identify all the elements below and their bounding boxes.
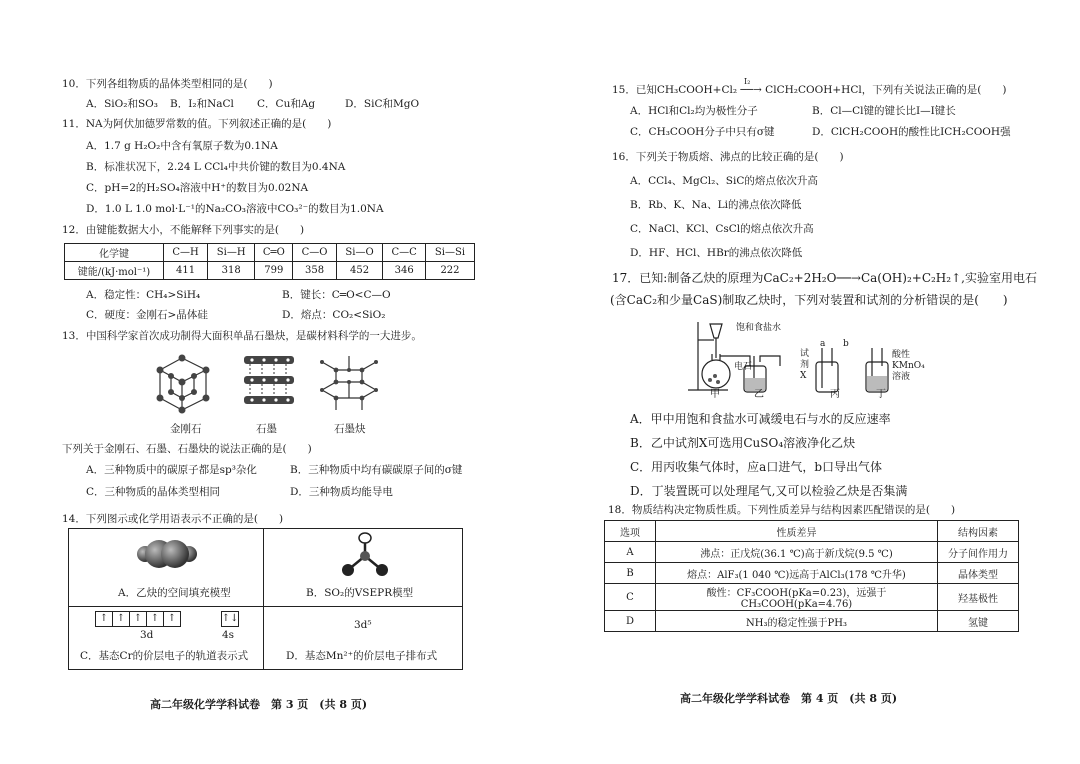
graphdiyne-structure-image (318, 352, 380, 414)
table-row (65, 262, 475, 280)
table-cell: 346 (383, 262, 426, 280)
table-cell: NH₃的稳定性强于PH₃ (656, 611, 938, 632)
q17-option-c: C．用丙收集气体时，应a口进气，b口导出气体 (630, 460, 883, 474)
q17-option-a: A．甲中用饱和食盐水可减缓电石与水的反应速率 (630, 412, 891, 426)
so2-vsepr-model (338, 532, 392, 578)
table-cell: 799 (255, 262, 293, 280)
q14-option-d: D．基态Mn²⁺的价层电子排布式 (286, 650, 438, 662)
table-row-label: 键能/(kJ·mol⁻¹) (65, 262, 164, 280)
q16-stem: 16．下列关于物质熔、沸点的比较正确的是( ) (612, 151, 844, 163)
q11-option-c: C．pH=2的H₂SO₄溶液中H⁺的数目为0.02NA (86, 182, 309, 194)
table-cell: 氢键 (938, 611, 1019, 632)
q11-option-b: B．标准状况下，2.24 L CCl₄中共价键的数目为0.4NA (86, 161, 346, 173)
table-header-cell: 选项 (605, 521, 656, 542)
arrow-up-icon: ↑ (112, 611, 130, 627)
arrow-updown-icon: ↑↓ (221, 611, 239, 627)
table-cell: 318 (208, 262, 255, 280)
q11-option-d: D．1.0 L 1.0 mol·L⁻¹的Na₂CO₃溶液中CO₃²⁻的数目为1.0NA (86, 203, 384, 215)
q14-option-b: B．SO₂的VSEPR模型 (306, 587, 414, 599)
bond-energy-table (64, 243, 475, 280)
table-cell: 沸点：正戊烷(36.1 ℃)高于新戊烷(9.5 ℃) (656, 542, 938, 563)
arrow-up-icon: ↑ (129, 611, 147, 627)
apparatus-yi-label: 乙 (754, 389, 764, 400)
q13-option-d: D．三种物质均能导电 (290, 486, 393, 498)
orbital-4s-label: 4s (222, 629, 235, 641)
table-row (605, 521, 1019, 542)
q15-option-c: C．CH₃COOH分子中只有σ键 (630, 126, 775, 138)
q13-option-a: A．三种物质中的碳原子都是sp³杂化 (86, 464, 257, 476)
q17-option-b: B．乙中试剂X可选用CuSO₄溶液净化乙炔 (630, 436, 856, 450)
table-header-cell: C—H (164, 244, 208, 262)
q18-stem: 18．物质结构决定物质性质。下列性质差异与结构因素匹配错误的是( ) (608, 504, 956, 516)
table-cell: 411 (164, 262, 208, 280)
q12-option-c: C．硬度：金刚石>晶体硅 (86, 309, 208, 321)
table-cell: 222 (425, 262, 474, 280)
table-header-cell: 化学键 (65, 244, 164, 262)
cr-orbital-diagram (95, 611, 238, 627)
q17-stem-line2: (含CaC₂和少量CaS)制取乙炔时，下列对装置和试剂的分析错误的是( ) (610, 293, 1008, 307)
reagent-x-label: 试剂X (800, 349, 810, 381)
q14-option-c: C．基态Cr的价层电子的轨道表示式 (80, 650, 249, 662)
q16-option-d: D．HF、HCl、HBr的沸点依次降低 (630, 247, 803, 259)
diamond-structure-image (152, 352, 214, 414)
table-header-cell: 结构因素 (938, 521, 1019, 542)
q13-option-b: B．三种物质中均有碳碳原子间的σ键 (290, 464, 463, 476)
table-cell: 酸性：CF₃COOH(pKa=0.23)，远强于CH₃COOH(pKa=4.76) (656, 584, 938, 611)
q10-option-c: C．Cu和Ag (257, 98, 316, 110)
arrow-up-icon: ↑ (146, 611, 164, 627)
page-footer-right: 高二年级化学学科试卷 第 4 页 (共 8 页) (680, 692, 898, 705)
q16-option-c: C．NaCl、KCl、CsCl的熔点依次升高 (630, 223, 814, 235)
q10-option-d: D．SiC和MgO (345, 98, 420, 110)
q15-option-b: B．Cl—Cl键的键长比I—I键长 (812, 105, 956, 117)
q12-option-d: D．熔点：CO₂<SiO₂ (282, 309, 386, 321)
q10-stem: 10．下列各组物质的晶体类型相同的是( ) (62, 78, 273, 90)
graphdiyne-label: 石墨炔 (334, 423, 366, 435)
table-cell: 358 (293, 262, 336, 280)
orbital-3d-label: 3d (140, 629, 154, 641)
table-header-cell: Si—Si (425, 244, 474, 262)
table-cell: 分子间作用力 (938, 542, 1019, 563)
table-cell: D (605, 611, 656, 632)
q14-stem: 14．下列图示或化学用语表示不正确的是( ) (62, 513, 284, 525)
q15-stem: 15．已知CH₃COOH+Cl₂ ──→ ClCH₂COOH+HCl，下列有关说法正确的是( ) (612, 84, 1007, 96)
table-row (605, 584, 1019, 611)
q15-option-a: A．HCl和Cl₂均为极性分子 (630, 105, 758, 117)
table-header-cell: Si—O (336, 244, 383, 262)
diamond-label: 金刚石 (170, 423, 202, 435)
q13-option-c: C．三种物质的晶体类型相同 (86, 486, 221, 498)
table-header-cell: C—C (383, 244, 426, 262)
q13-sub-stem: 下列关于金刚石、石墨、石墨炔的说法正确的是( ) (62, 443, 312, 455)
graphite-structure-image (240, 352, 298, 414)
table-row (605, 563, 1019, 584)
acetylene-space-filling-model (137, 536, 197, 572)
table-cell: 晶体类型 (938, 563, 1019, 584)
table-cell: C (605, 584, 656, 611)
table-header-cell: 性质差异 (656, 521, 938, 542)
q11-option-a: A．1.7 g H₂O₂中含有氧原子数为0.1NA (86, 140, 278, 152)
q13-stem: 13．中国科学家首次成功制得大面积单晶石墨炔，是碳材料科学的一大进步。 (62, 330, 422, 342)
table-header-cell: Si—H (208, 244, 255, 262)
q16-option-a: A．CCl₄、MgCl₂、SiC的熔点依次升高 (630, 175, 818, 187)
calcium-carbide-label: 电石 (734, 362, 753, 372)
q10-option-b: B．I₂和NaCl (170, 98, 234, 110)
q12-stem: 12．由键能数据大小，不能解释下列事实的是( ) (62, 224, 305, 236)
q17-stem: 17．已知:制备乙炔的原理为CaC₂+2H₂O──→Ca(OH)₂+C₂H₂↑,实验室用电石 (612, 271, 1037, 285)
table-header-cell: C—O (293, 244, 336, 262)
table-row (65, 244, 475, 262)
graphite-label: 石墨 (256, 423, 277, 435)
q15-option-d: D．ClCH₂COOH的酸性比ICH₂COOH强 (812, 126, 1011, 138)
page-footer-left: 高二年级化学学科试卷 第 3 页 (共 8 页) (150, 698, 368, 711)
q14-option-a: A．乙炔的空间填充模型 (118, 587, 231, 599)
q11-stem: 11．NA为阿伏加德罗常数的值。下列叙述正确的是( ) (62, 118, 332, 130)
catalyst-label: I₂ (744, 77, 751, 86)
q17-option-d: D．丁装置既可以处理尾气,又可以检验乙炔是否集满 (630, 484, 908, 498)
table-row (605, 611, 1019, 632)
port-b-label: b (843, 339, 849, 349)
q16-option-b: B．Rb、K、Na、Li的沸点依次降低 (630, 199, 802, 211)
mn-electron-config: 3d⁵ (354, 619, 372, 631)
table-row (605, 542, 1019, 563)
arrow-up-icon: ↑ (163, 611, 181, 627)
q10-option-a: A．SiO₂和SO₃ (86, 98, 158, 110)
q12-option-a: A．稳定性：CH₄>SiH₄ (86, 289, 201, 301)
q18-table (604, 520, 1019, 632)
apparatus-jia-label: 甲 (710, 389, 720, 400)
kmno4-label: 酸性KMnO₄溶液 (892, 350, 925, 382)
table-cell: B (605, 563, 656, 584)
q12-option-b: B．键长：C═O<C—O (282, 289, 391, 301)
table-cell: 熔点：AlF₃(1 040 ℃)远高于AlCl₃(178 ℃升华) (656, 563, 938, 584)
table-header-cell: C═O (255, 244, 293, 262)
saturated-brine-label: 饱和食盐水 (736, 323, 782, 333)
table-cell: 羟基极性 (938, 584, 1019, 611)
table-cell: A (605, 542, 656, 563)
apparatus-bing-label: 丙 (830, 389, 840, 400)
table-cell: 452 (336, 262, 383, 280)
arrow-up-icon: ↑ (95, 611, 113, 627)
port-a-label: a (820, 339, 826, 349)
apparatus-ding-label: 丁 (876, 389, 886, 400)
